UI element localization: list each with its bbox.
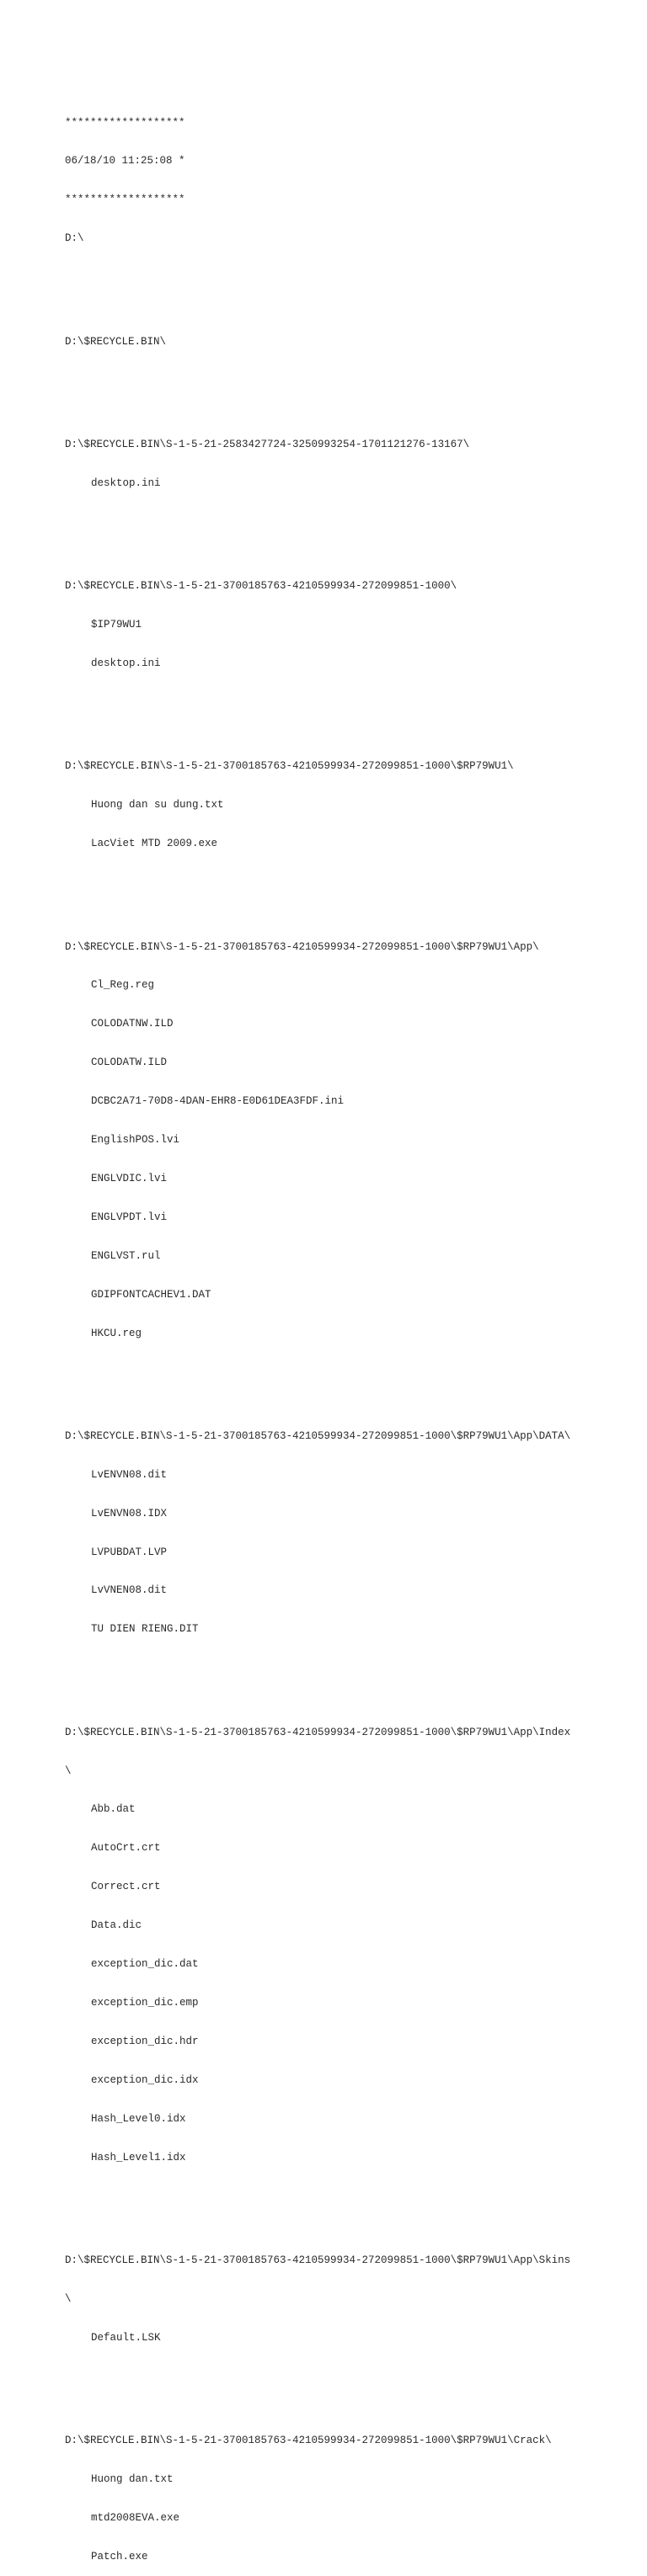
file-entry: EnglishPOS.lvi xyxy=(91,1134,180,1147)
file-entry: LVPUBDAT.LVP xyxy=(91,1546,168,1558)
blank-line xyxy=(65,1365,638,1378)
file-entry: Default.LSK xyxy=(91,2331,161,2344)
file-entry: DCBC2A71-70D8-4DAN-EHR8-E0D61DEA3FDF.ini xyxy=(91,1095,345,1108)
blank-line xyxy=(65,696,638,709)
file-entry: Huong dan su dung.txt xyxy=(91,799,224,812)
file-entry: LacViet MTD 2009.exe xyxy=(91,838,218,850)
root-path: D:\ xyxy=(65,232,84,245)
file-entry: LvENVN08.dit xyxy=(91,1468,168,1481)
directory-listing xyxy=(65,91,638,2576)
blank-line xyxy=(65,375,638,387)
directory-path: D:\$RECYCLE.BIN\S-1-5-21-3700185763-4210599934-272099851-1000\$RP79WU1\App\DATA\ xyxy=(65,1429,571,1442)
file-entry: HKCU.reg xyxy=(91,1327,142,1339)
blank-line xyxy=(65,2371,638,2383)
directory-path: D:\$RECYCLE.BIN\ xyxy=(65,335,167,348)
directory-path: D:\$RECYCLE.BIN\S-1-5-21-2583427724-3250993254-1701121276-13167\ xyxy=(65,439,470,451)
file-entry: exception_dic.hdr xyxy=(91,2035,199,2047)
directory-path: D:\$RECYCLE.BIN\S-1-5-21-3700185763-4210599934-272099851-1000\$RP79WU1\App\ xyxy=(65,940,539,953)
file-entry: Hash_Level1.idx xyxy=(91,2151,186,2164)
directory-path: D:\$RECYCLE.BIN\S-1-5-21-3700185763-4210599934-272099851-1000\$RP79WU1\App\Skins xyxy=(65,2254,571,2266)
blank-line xyxy=(65,876,638,889)
directory-path: D:\$RECYCLE.BIN\S-1-5-21-3700185763-4210599934-272099851-1000\ xyxy=(65,580,457,593)
file-entry: Data.dic xyxy=(91,1919,142,1932)
file-entry: COLODATNW.ILD xyxy=(91,1018,174,1030)
blank-line xyxy=(65,1662,638,1674)
file-entry: $IP79WU1 xyxy=(91,619,142,631)
file-entry: ENGLVDIC.lvi xyxy=(91,1172,168,1184)
file-entry: exception_dic.idx xyxy=(91,2073,199,2086)
directory-path: D:\$RECYCLE.BIN\S-1-5-21-3700185763-4210599934-272099851-1000\$RP79WU1\Crack\ xyxy=(65,2435,552,2447)
file-entry: mtd2008EVA.exe xyxy=(91,2511,180,2524)
file-entry: exception_dic.emp xyxy=(91,1996,199,2009)
file-entry: LvENVN08.IDX xyxy=(91,1507,168,1520)
file-entry: exception_dic.dat xyxy=(91,1958,199,1971)
blank-line xyxy=(65,271,638,284)
file-entry: Huong dan.txt xyxy=(91,2472,174,2485)
file-entry: GDIPFONTCACHEV1.DAT xyxy=(91,1288,211,1301)
header-stars-top: ******************* xyxy=(65,116,185,129)
file-entry: ENGLVST.rul xyxy=(91,1249,161,1262)
file-entry: desktop.ini xyxy=(91,476,161,489)
directory-path: D:\$RECYCLE.BIN\S-1-5-21-3700185763-4210599934-272099851-1000\$RP79WU1\App\Index xyxy=(65,1726,571,1738)
blank-line xyxy=(65,2190,638,2202)
file-entry: ENGLVPDT.lvi xyxy=(91,1211,168,1223)
file-entry: LvVNEN08.dit xyxy=(91,1584,168,1597)
file-entry: Cl_Reg.reg xyxy=(91,979,155,992)
file-entry: Hash_Level0.idx xyxy=(91,2112,186,2125)
header-stars-bottom: ******************* xyxy=(65,194,185,206)
file-entry: Correct.crt xyxy=(91,1881,161,1893)
blank-line xyxy=(65,516,638,529)
file-entry: COLODATW.ILD xyxy=(91,1056,168,1069)
file-entry: desktop.ini xyxy=(91,657,161,670)
file-entry: Abb.dat xyxy=(91,1803,136,1816)
file-entry: Patch.exe xyxy=(91,2550,148,2563)
file-entry: TU DIEN RIENG.DIT xyxy=(91,1623,199,1636)
directory-path-continuation: \ xyxy=(65,2292,72,2305)
directory-path-continuation: \ xyxy=(65,1764,72,1777)
directory-path: D:\$RECYCLE.BIN\S-1-5-21-3700185763-4210599934-272099851-1000\$RP79WU1\ xyxy=(65,760,514,773)
header-timestamp: 06/18/10 11:25:08 * xyxy=(65,155,185,168)
file-entry: AutoCrt.crt xyxy=(91,1842,161,1855)
